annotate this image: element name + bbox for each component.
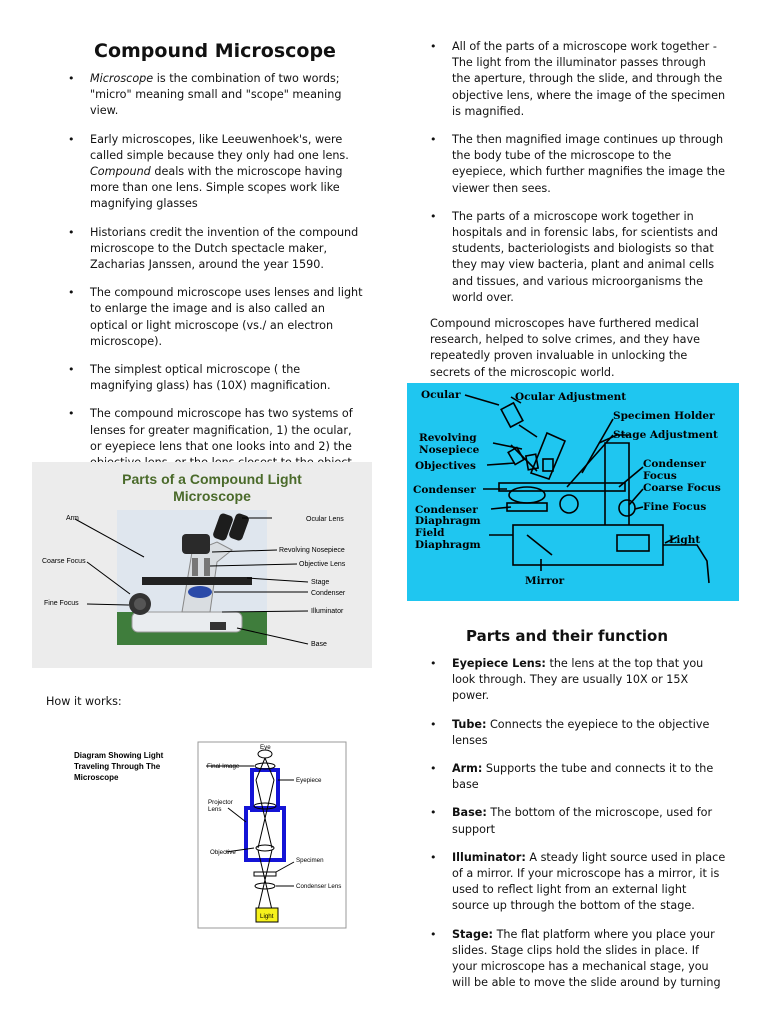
microscope-labeled-diagram: [407, 383, 739, 601]
photo-label-coarse-focus: Coarse Focus: [42, 558, 86, 565]
light-label-light: Light: [260, 913, 274, 920]
list-item: • The compound microscope uses lenses and light to enlarge the image and is also called an optical or light microscope (vs./ an electron microscope).: [68, 285, 364, 350]
parts-list: [430, 656, 726, 991]
list-item: • Stage: The flat platform where you place your slides. Stage clips hold the slides in place. If your microscope has a mechanical stage, you will be able to move the slide around by turning: [430, 927, 726, 992]
parts-list-column: [430, 656, 726, 1003]
light-label-specimen: Specimen: [296, 857, 324, 864]
diagram-label-fine-focus: Fine Focus: [643, 501, 707, 513]
diagram-label-field-diaphragm-1: Field: [415, 527, 445, 539]
microscope-parts-photo-figure: [32, 462, 372, 668]
photo-label-condenser: Condenser: [311, 590, 346, 597]
light-label-eye: Eye: [260, 744, 271, 751]
list-item: • The simplest optical microscope ( the magnifying glass) has (10X) magnification.: [68, 362, 364, 394]
photo-label-illuminator: Illuminator: [311, 608, 344, 615]
left-bullet-list: [68, 71, 364, 471]
light-label-projector-2: Lens: [208, 806, 222, 813]
diagram-label-condenser-diaphragm-1: Condenser: [415, 504, 478, 516]
parts-section-title: Parts and their function: [466, 627, 669, 645]
right-column: [430, 39, 726, 381]
light-label-final-image: Final Image: [207, 763, 240, 770]
diagram-label-condenser-focus-1: Condenser: [643, 458, 706, 470]
photo-title-line1: Parts of a Compound Light: [122, 471, 302, 487]
diagram-label-condenser-diaphragm-2: Diaphragm: [415, 515, 481, 527]
diagram-label-ocular: Ocular: [421, 389, 461, 401]
light-diagram-title-line3: Microscope: [74, 773, 119, 782]
list-item: • Eyepiece Lens: the lens at the top that you look through. They are usually 10X or 15X power.: [430, 656, 726, 705]
page-title: Compound Microscope: [94, 40, 336, 62]
list-item: • Early microscopes, like Leeuwenhoek's, were called simple because they only had one lens. Compound deals with the microscope having more than one lens. Simple scopes work like magnifying glasses: [68, 132, 364, 213]
photo-label-revolving-nosepiece: Revolving Nosepiece: [279, 547, 345, 554]
list-item: • All of the parts of a microscope work together - The light from the illuminator passes through the aperture, through the slide, and through the objective lens, where the image of the specimen is magnified.: [430, 39, 726, 120]
light-diagram-title-line1: Diagram Showing Light: [74, 751, 164, 760]
diagram-label-nosepiece: Nosepiece: [419, 444, 480, 456]
diagram-label-mirror: Mirror: [525, 575, 565, 587]
light-path-diagram: [66, 740, 376, 932]
diagram-label-revolving: Revolving: [419, 432, 477, 444]
light-label-eyepiece: Eyepiece: [296, 777, 322, 784]
photo-label-fine-focus: Fine Focus: [44, 600, 79, 607]
list-item: • Arm: Supports the tube and connects it to the base: [430, 761, 726, 793]
diagram-label-field-diaphragm-2: Diaphragm: [415, 539, 481, 551]
photo-label-stage: Stage: [311, 579, 330, 586]
photo-label-arm: Arm: [66, 515, 79, 522]
how-it-works-label: How it works:: [46, 695, 122, 708]
diagram-label-light: Light: [669, 534, 701, 546]
photo-label-ocular-lens: Ocular Lens: [306, 516, 344, 523]
list-item: • Historians credit the invention of the compound microscope to the Dutch spectacle maker, Zacharias Janssen, around the year 1590.: [68, 225, 364, 274]
diagram-label-condenser: Condenser: [413, 484, 476, 496]
photo-title-line2: Microscope: [173, 488, 251, 504]
list-item: • Base: The bottom of the microscope, used for support: [430, 805, 726, 837]
list-item: • The compound microscope has two systems of lenses for greater magnification, 1) the ocular, or eyepiece lens that one looks into and 2) the: [68, 406, 364, 471]
list-item: • Microscope is the combination of two words; "micro" meaning small and "scope" meaning view.: [68, 71, 364, 120]
summary-paragraph: Compound microscopes have furthered medical research, helped to solve crimes, and they have repeatedly proven invaluable in unlocking the secrets of the microscopic world.: [430, 317, 701, 379]
light-label-condenser-lens: Condenser Lens: [296, 883, 342, 890]
diagram-label-ocular-adjustment: Ocular Adjustment: [515, 391, 627, 403]
right-bullet-list: [430, 39, 726, 306]
diagram-label-specimen-holder: Specimen Holder: [613, 410, 715, 422]
light-label-objective: Objective: [210, 849, 236, 856]
light-label-projector-1: Projector: [208, 799, 233, 806]
list-item: • The then magnified image continues up through the body tube of the microscope to the eyepiece, which further magnifies the image the viewer then sees.: [430, 132, 726, 197]
diagram-label-condenser-focus-2: Focus: [643, 470, 677, 482]
left-column: [68, 71, 364, 483]
diagram-label-stage-adjustment: Stage Adjustment: [613, 429, 718, 441]
list-item: • Tube: Connects the eyepiece to the objective lenses: [430, 717, 726, 749]
list-item: • Illuminator: A steady light source used in place of a mirror. If your microscope has a mirror, it is used to reflect light from an external light source up through the bottom of the stage.: [430, 850, 726, 915]
light-diagram-title-line2: Traveling Through The: [74, 762, 161, 771]
list-item: • The parts of a microscope work together in hospitals and in forensic labs, for scientists and students, bacteriologists and biologists so that they may view bacteria, plant and animal cells and tissues, and various microorganisms the world over.: [430, 209, 726, 306]
photo-label-base: Base: [311, 641, 327, 648]
diagram-label-objectives: Objectives: [415, 460, 476, 472]
diagram-label-coarse-focus: Coarse Focus: [643, 482, 721, 494]
photo-label-objective-lens: Objective Lens: [299, 561, 346, 568]
